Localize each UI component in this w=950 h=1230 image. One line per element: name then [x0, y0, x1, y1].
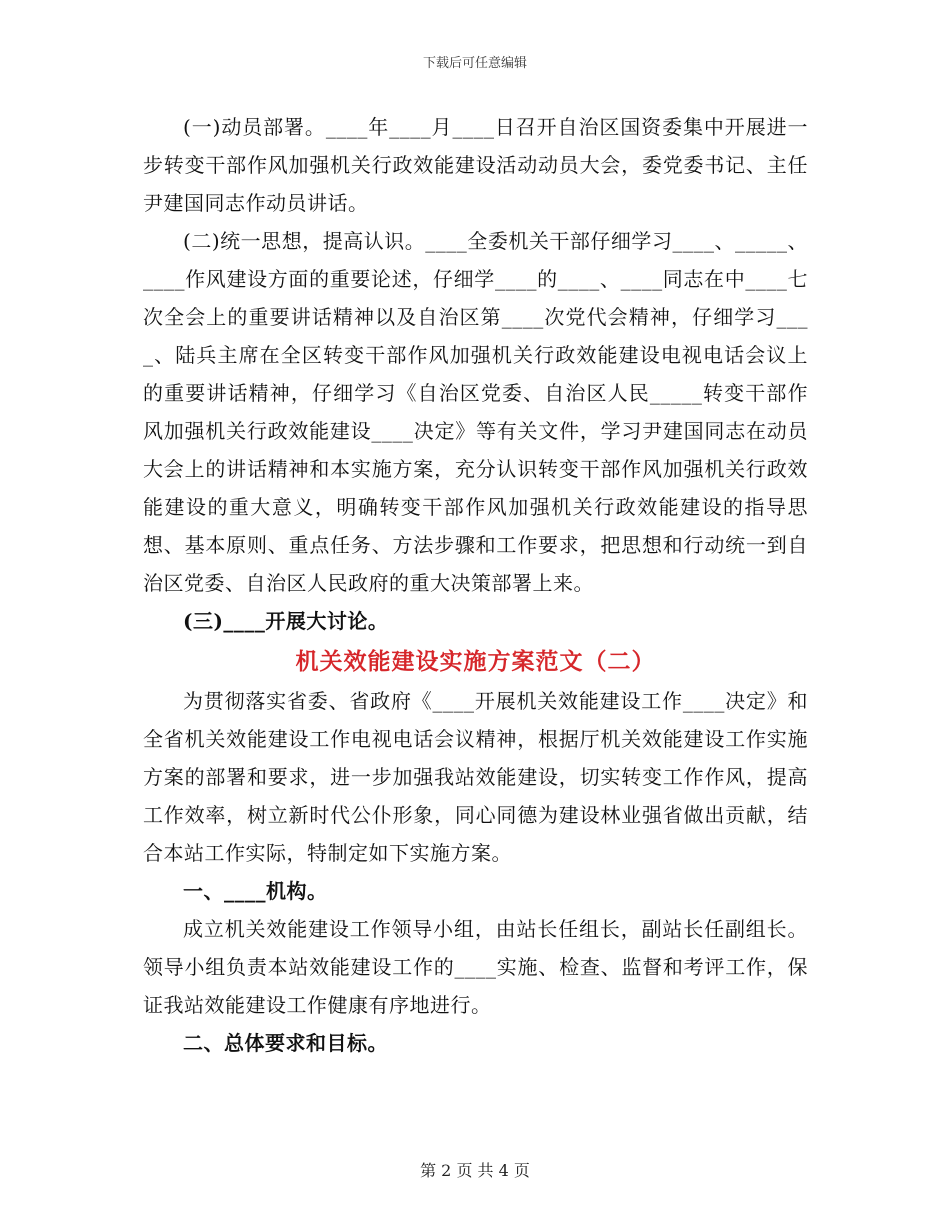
- paragraph-discussion-heading: (三)____开展大讨论。: [183, 609, 389, 633]
- section-title: 机关效能建设实施方案范文（二）: [295, 648, 656, 675]
- paragraph-mobilization: (一)动员部署。____年____月____日召开自治区国资委集中开展进一步转变干部作风加强机关行政效能建设活动动员大会，委党委书记、主任尹建国同志作动员讲话。: [143, 115, 808, 215]
- page-header-note: 下载后可任意编辑: [422, 56, 527, 71]
- paragraph-leadership-group: 成立机关效能建设工作领导小组，由站长任组长，副站长任副组长。领导小组负责本站效能建设工作的____实施、检查、监督和考评工作，保证我站效能建设工作健康有序地进行。: [143, 917, 808, 1017]
- heading-requirements: 二、总体要求和目标。: [183, 1031, 388, 1055]
- heading-organization: 一、____机构。: [183, 879, 328, 903]
- page-number: 第 2 页 共 4 页: [420, 1161, 530, 1180]
- paragraph-intro: 为贯彻落实省委、省政府《____开展机关效能建设工作____决定》和全省机关效能建设工作电视电话会议精神，根据厅机关效能建设工作实施方案的部署和要求，进一步加强我站效能建设，切实转变工作作风，提高工作效率，树立新时代公仆形象，同心同德为建设林业强省做出贡献，结合本站工作实际，特制定如下实施方案。: [143, 689, 808, 865]
- document-body: [143, 108, 808, 1062]
- paragraph-unify-thinking: (二)统一思想，提高认识。____全委机关干部仔细学习____、_____、____作风建设方面的重要论述，仔细学____的____、____同志在中____七次全会上的重要讲话精神以及自治区第____次党代会精神，仔细学习____、陆兵主席在全区转变干部作风加强机关行政效能建设电视电话会议上的重要讲话精神，仔细学习《自治区党委、自治区人民_____转变干部作风加强机关行政效能建设____决定》等有关文件，学习尹建国同志在动员大会上的讲话精神和本实施方案，充分认识转变干部作风加强机关行政效能建设的重大意义，明确转变干部作风加强机关行政效能建设的指导思想、基本原则、重点任务、方法步骤和工作要求，把思想和行动统一到自治区党委、自治区人民政府的重大决策部署上来。: [143, 229, 808, 595]
